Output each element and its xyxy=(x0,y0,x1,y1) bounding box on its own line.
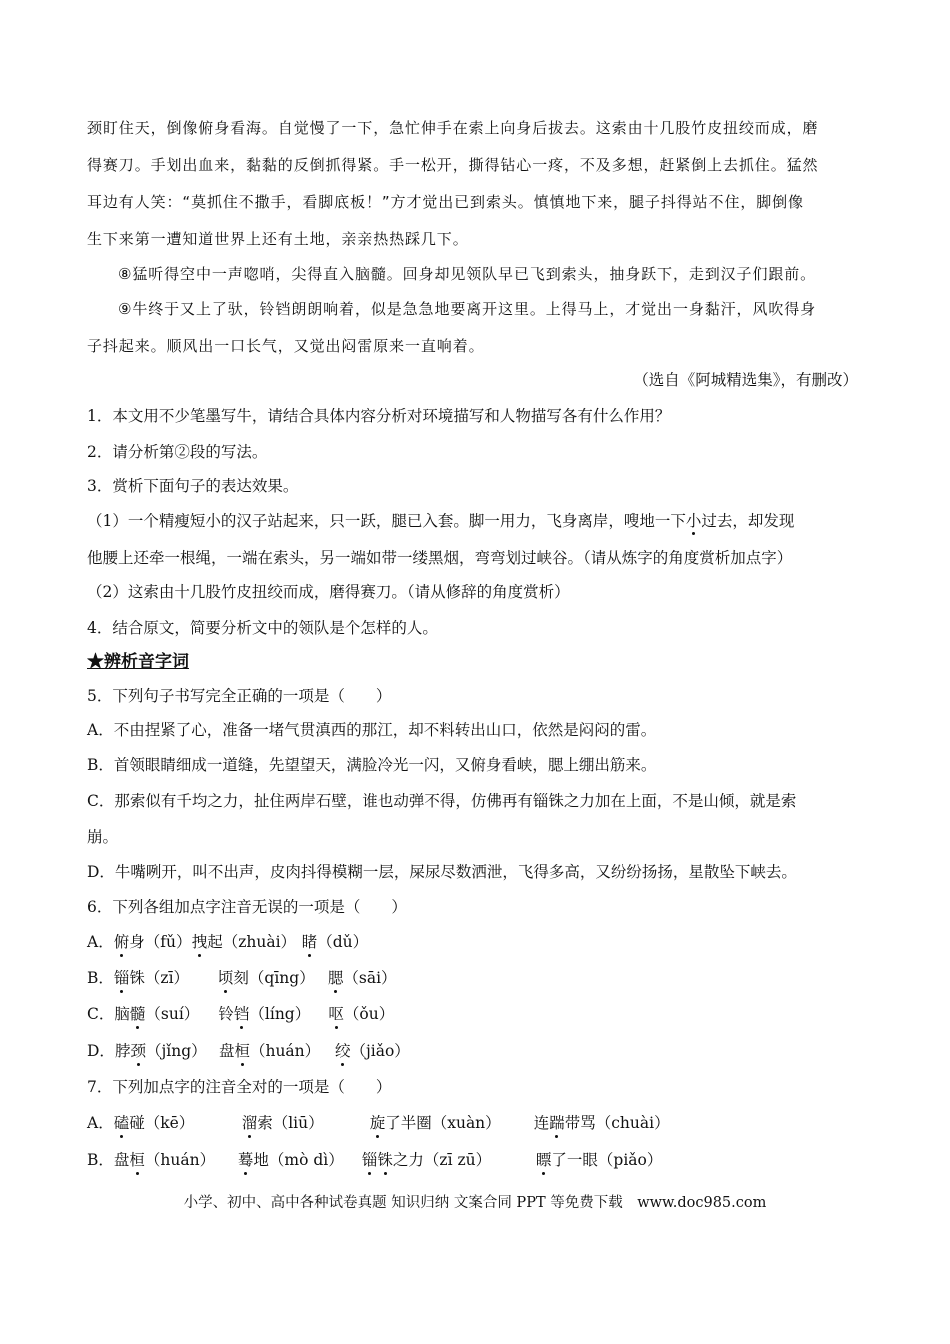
dotted-char: 铢 xyxy=(377,1151,393,1169)
q5-option-c: C．那索似有千均之力，扯住两岸石壁，谁也动弹不得，仿佛再有锱铢之力加在上面，不是山倾，就是索 xyxy=(87,792,797,810)
question-3: 3．赏析下面句子的表达效果。 xyxy=(87,477,299,495)
option-item xyxy=(114,1150,238,1170)
story-line: 耳边有人笑：“莫抓住不撒手，看脚底板！”方才觉出已到索头。慎慎地下来，腿子抖得站不住，脚倒像 xyxy=(87,193,804,211)
dotted-char: 拽 xyxy=(191,933,208,951)
char: 铃 xyxy=(218,1005,234,1023)
question-4: 4．结合原文，简要分析文中的领队是个怎样的人。 xyxy=(87,619,438,637)
dotted-char: 桓 xyxy=(234,1042,250,1060)
question-7-stem: 7．下列加点字的注音全对的一项是（ ） xyxy=(87,1078,392,1096)
dotted-char: 俯 xyxy=(113,933,130,951)
dotted-char: 踹 xyxy=(549,1114,565,1132)
q6-option-c xyxy=(87,1004,867,1024)
char: 脖 xyxy=(114,1042,131,1060)
story-paragraph-8: ⑧猛听得空中一声唿哨，尖得直入脑髓。回身却见领队早已飞到索头，抽身跃下，走到汉子们跟前。 xyxy=(118,265,817,283)
char: 盘 xyxy=(218,1042,235,1060)
pinyin: 起（zhuài） xyxy=(207,933,297,951)
pinyin: 碰（kē） xyxy=(129,1114,195,1132)
dotted-char: 铛 xyxy=(233,1005,250,1023)
dotted-char: 锱 xyxy=(113,969,130,987)
option-letter: B． xyxy=(87,969,114,987)
q5-option-a: A．不由捏紧了心，准备一堵气贯滇西的那江，却不料转出山口，依然是闷闷的雷。 xyxy=(87,721,657,739)
page-footer: 小学、初中、高中各种试卷真题 知识归纳 文案合同 PPT 等免费下载 www.doc985.com xyxy=(183,1195,767,1211)
pinyin: 了半圈（xuàn） xyxy=(385,1114,501,1132)
q6-option-b xyxy=(87,968,867,988)
option-item xyxy=(238,1150,362,1170)
option-item xyxy=(219,1041,335,1061)
option-item xyxy=(115,1041,219,1061)
pinyin: （jiǎo） xyxy=(350,1042,410,1060)
pinyin: 身（fǔ） xyxy=(129,933,192,951)
q6-option-d xyxy=(87,1041,867,1061)
dotted-char: 旋 xyxy=(369,1114,386,1132)
pinyin: 了一眼（piǎo） xyxy=(551,1151,663,1169)
pinyin: （dǔ） xyxy=(317,933,369,951)
pinyin: （suí） xyxy=(145,1005,200,1023)
dotted-char: 睹 xyxy=(301,933,318,951)
option-letter: C． xyxy=(87,1005,115,1023)
dotted-char: 呕 xyxy=(328,1005,344,1023)
question-2: 2．请分析第②段的写法。 xyxy=(87,443,268,461)
option-item xyxy=(114,968,218,988)
question-3-1 xyxy=(87,511,867,531)
dotted-char: 颈 xyxy=(130,1042,146,1060)
dotted-char: 蓦 xyxy=(237,1151,254,1169)
option-item xyxy=(335,1041,410,1061)
dotted-char: 瞟 xyxy=(535,1151,552,1169)
option-item xyxy=(302,932,368,952)
option-letter: A． xyxy=(87,933,114,951)
pinyin: 带骂（chuài） xyxy=(564,1114,670,1132)
option-letter: D． xyxy=(87,1042,115,1060)
option-item xyxy=(362,1150,536,1170)
pinyin: （huán） xyxy=(144,1151,216,1169)
source-citation: （选自《阿城精选集》，有删改） xyxy=(633,371,858,389)
pinyin: （ǒu） xyxy=(343,1005,395,1023)
pinyin: （líng） xyxy=(249,1005,311,1023)
dotted-char: 腮 xyxy=(327,969,344,987)
text: （1）一个精瘦短小的汉子站起来，只一跃，腿已入套。脚一用力，飞身离岸，嗖地一下 xyxy=(87,512,686,530)
option-item xyxy=(114,932,192,952)
pinyin: 之力（zī zū） xyxy=(392,1151,492,1169)
option-item xyxy=(192,932,302,952)
text: 过去，却发现 xyxy=(701,512,795,530)
q7-option-a xyxy=(87,1113,867,1133)
option-item xyxy=(218,1004,328,1024)
pinyin: 刻（qīng） xyxy=(233,969,315,987)
question-6-stem: 6．下列各组加点字注音无误的一项是（ ） xyxy=(87,898,407,916)
story-line: 生下来第一遭知道世界上还有土地，亲亲热热踩几下。 xyxy=(87,230,469,248)
option-item xyxy=(534,1113,670,1133)
option-letter: B． xyxy=(87,1151,114,1169)
story-line: 得赛刀。手划出血来，黏黏的反倒抓得紧。手一松开，撕得钻心一疼，不及多想，赶紧倒上去抓住。猛然 xyxy=(87,156,819,174)
dotted-char: 绞 xyxy=(334,1042,351,1060)
dotted-char: 磕 xyxy=(113,1114,130,1132)
option-item xyxy=(536,1150,662,1170)
dotted-char: 桓 xyxy=(129,1151,145,1169)
q5-option-d: D．牛嘴咧开，叫不出声，皮肉抖得模糊一层，屎尿尽数洒泄，飞得多高，又纷纷扬扬，星散坠下峡去。 xyxy=(87,863,797,881)
option-item xyxy=(328,968,397,988)
section-heading: ★辨析音字词 xyxy=(87,652,189,672)
pinyin: 铢（zī） xyxy=(129,969,190,987)
char: 盘 xyxy=(113,1151,130,1169)
option-item xyxy=(114,1004,218,1024)
option-item xyxy=(218,968,328,988)
dotted-char: 髓 xyxy=(129,1005,146,1023)
story-paragraph-9: ⑨牛终于又上了驮，铃铛朗朗响着，似是急急地要离开这里。上得马上，才觉出一身黏汗，风吹得身 xyxy=(118,300,817,318)
q5-option-c-cont: 崩。 xyxy=(87,828,119,846)
q7-option-b xyxy=(87,1150,867,1170)
option-item xyxy=(370,1113,534,1133)
story-line: 颈盯住天，倒像俯身看海。自觉慢了一下，急忙伸手在索上向身后拔去。这索由十几股竹皮扭绞而成，磨 xyxy=(87,119,819,137)
q6-option-a xyxy=(87,932,867,952)
dotted-char: 锱 xyxy=(361,1151,378,1169)
q5-option-b: B．首领眼睛细成一道缝，先望望天，满脸冷光一闪，又俯身看峡，腮上绷出筋来。 xyxy=(87,756,657,774)
question-3-2: （2）这索由十几股竹皮扭绞而成，磨得赛刀。（请从修辞的角度赏析） xyxy=(87,583,570,601)
option-item xyxy=(242,1113,370,1133)
char: 脑 xyxy=(114,1005,130,1023)
question-5-stem: 5．下列句子书写完全正确的一项是（ ） xyxy=(87,687,392,705)
option-letter: A． xyxy=(87,1114,114,1132)
pinyin: （jǐng） xyxy=(145,1042,207,1060)
pinyin: （huán） xyxy=(249,1042,321,1060)
pinyin: （sāi） xyxy=(343,969,397,987)
dotted-char: 溜 xyxy=(241,1114,258,1132)
question-1: 1．本文用不少笔墨写牛，请结合具体内容分析对环境描写和人物描写各有什么作用？ xyxy=(87,407,671,425)
dotted-char: 顷 xyxy=(217,969,234,987)
pinyin: 地（mò dì） xyxy=(253,1151,344,1169)
story-line: 子抖起来。顺风出一口长气，又觉出闷雷原来一直响着。 xyxy=(87,337,485,355)
option-item xyxy=(328,1004,394,1024)
dotted-char: 小 xyxy=(685,512,702,530)
option-item xyxy=(114,1113,242,1133)
question-3-1-cont: 他腰上还牵一根绳，一端在索头，另一端如带一缕黑烟，弯弯划过峡谷。（请从炼字的角度赏析加点字） xyxy=(87,549,793,567)
char: 连 xyxy=(533,1114,550,1132)
pinyin: 索（liū） xyxy=(257,1114,324,1132)
